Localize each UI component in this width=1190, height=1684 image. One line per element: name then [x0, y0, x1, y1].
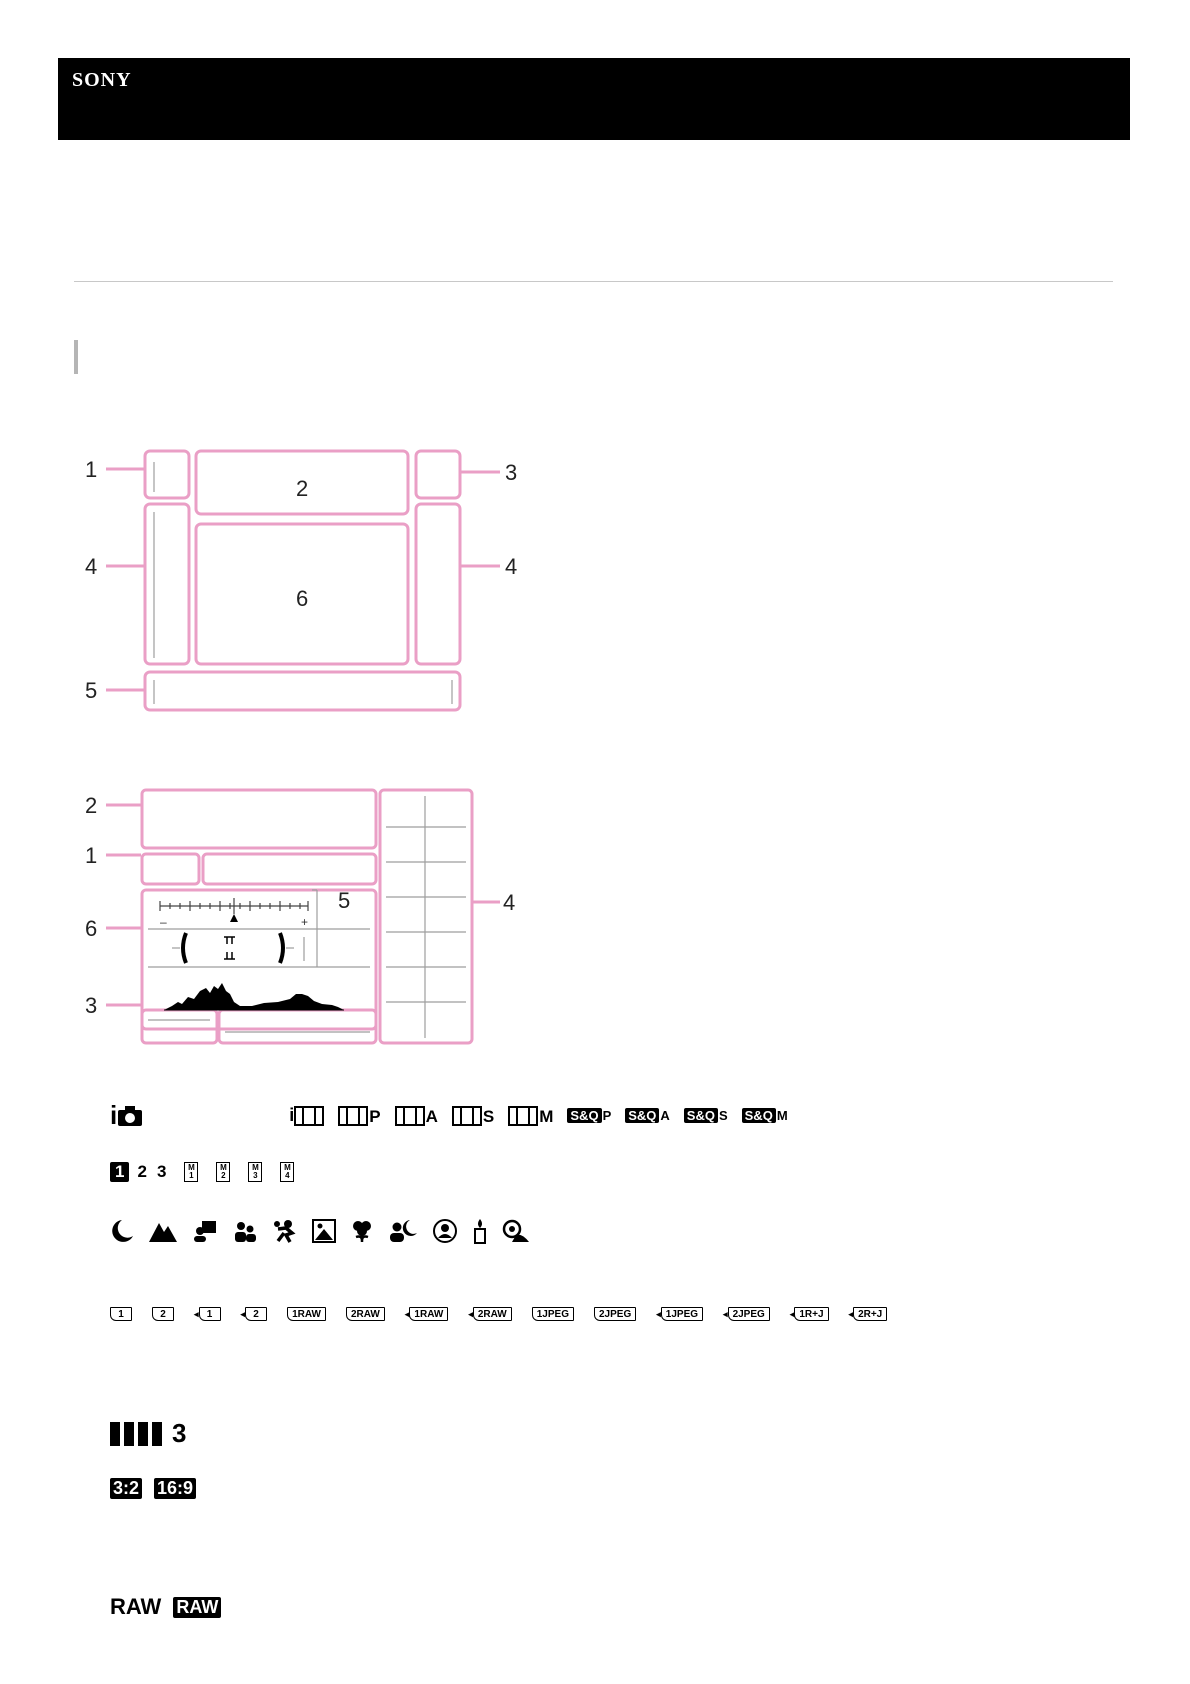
scene-icons [110, 1218, 530, 1244]
header-bar [58, 58, 1130, 140]
card-2-rawjpeg-write-icon: ◂ 2R+J [849, 1307, 888, 1321]
movie-aperture-icon: A [395, 1105, 438, 1127]
memory-2-icon: M 2 [216, 1162, 230, 1182]
label-4-right: 4 [505, 554, 518, 579]
label-4: 4 [503, 890, 516, 915]
flower-icon [350, 1219, 374, 1243]
snq-aperture-icon: S&Q A [625, 1108, 670, 1123]
label-4-left: 4 [85, 554, 98, 579]
movie-manual-icon: M [508, 1105, 553, 1127]
label-6: 6 [296, 586, 309, 611]
card-2-write-icon: ◂ 2 [241, 1307, 268, 1321]
macro-icon [312, 1219, 336, 1243]
meter-minus: – [160, 915, 167, 929]
label-5: 5 [85, 678, 98, 703]
screen-layout-diagram-1 [82, 440, 542, 720]
memory-4-icon: M 4 [280, 1162, 294, 1182]
landscape-icon [148, 1219, 178, 1243]
card-2-raw-icon: 2RAW [346, 1307, 385, 1321]
card-1-jpeg-icon: 1JPEG [532, 1307, 574, 1321]
aspect-ratio-icons [110, 1478, 196, 1499]
recall-icons [110, 1162, 294, 1182]
media-slot-icons [110, 1307, 887, 1321]
sports-icon [272, 1219, 298, 1243]
intelligent-auto-movie-icon: i [289, 1105, 324, 1127]
recall-2-icon: 2 [137, 1162, 147, 1181]
raw-icon: RAW [110, 1594, 162, 1619]
snq-program-icon: S&Q P [567, 1108, 611, 1123]
night-scene-icon [110, 1219, 134, 1243]
backlight-portrait-icon [232, 1219, 258, 1243]
remaining-number: 3 [172, 1418, 187, 1448]
file-format-icons [110, 1594, 221, 1620]
memory-3-icon: M 3 [248, 1162, 262, 1182]
card-2-jpeg-icon: 2JPEG [594, 1307, 636, 1321]
remaining-bars-icon [110, 1422, 168, 1446]
label-3: 3 [85, 993, 98, 1018]
snq-shutter-icon: S&Q S [684, 1108, 728, 1123]
memory-1-icon: M 1 [184, 1162, 198, 1182]
baby-icon [502, 1219, 530, 1243]
recall-1-icon: 1 [110, 1162, 129, 1182]
raw-compressed-icon: RAW [173, 1597, 221, 1618]
intelligent-auto-camera-icon: i [110, 1100, 143, 1131]
section-marker [74, 340, 78, 374]
histogram-icon [164, 983, 344, 1010]
label-6: 6 [85, 916, 98, 941]
meter-plus: + [301, 915, 309, 929]
recall-3-icon: 3 [156, 1162, 167, 1181]
remaining-icon-row [110, 1418, 186, 1449]
movie-shutter-icon: S [452, 1105, 494, 1127]
card-2-icon: 2 [152, 1307, 174, 1321]
screen-layout-diagram-2 [82, 780, 542, 1060]
card-1-rawjpeg-write-icon: ◂ 1R+J [790, 1307, 829, 1321]
card-2-raw-write-icon: ◂ 2RAW [468, 1307, 511, 1321]
night-portrait-icon [192, 1219, 218, 1243]
card-1-raw-icon: 1RAW [287, 1307, 326, 1321]
label-3: 3 [505, 460, 518, 485]
card-1-icon: 1 [110, 1307, 132, 1321]
aspect-16-9-icon: 16:9 [154, 1478, 196, 1499]
snq-manual-icon: S&Q M [742, 1108, 788, 1123]
card-1-raw-write-icon: ◂ 1RAW [405, 1307, 448, 1321]
shooting-mode-icons [110, 1100, 788, 1131]
movie-program-icon: P [338, 1105, 380, 1127]
face-icon [432, 1218, 458, 1244]
label-5: 5 [338, 888, 351, 913]
label-2: 2 [296, 476, 309, 501]
label-1: 1 [85, 843, 98, 868]
card-1-jpeg-write-icon: ◂ 1JPEG [656, 1307, 703, 1321]
card-2-jpeg-write-icon: ◂ 2JPEG [723, 1307, 770, 1321]
sony-logo: SONY [72, 69, 132, 91]
card-1-write-icon: ◂ 1 [194, 1307, 221, 1321]
aspect-3-2-icon: 3:2 [110, 1478, 142, 1499]
portrait-night-icon [388, 1219, 418, 1243]
af-frame-icon [172, 933, 304, 963]
label-2: 2 [85, 793, 98, 818]
candle-icon [472, 1218, 488, 1244]
label-1: 1 [85, 457, 98, 482]
exposure-meter [160, 898, 308, 922]
divider [74, 281, 1113, 282]
